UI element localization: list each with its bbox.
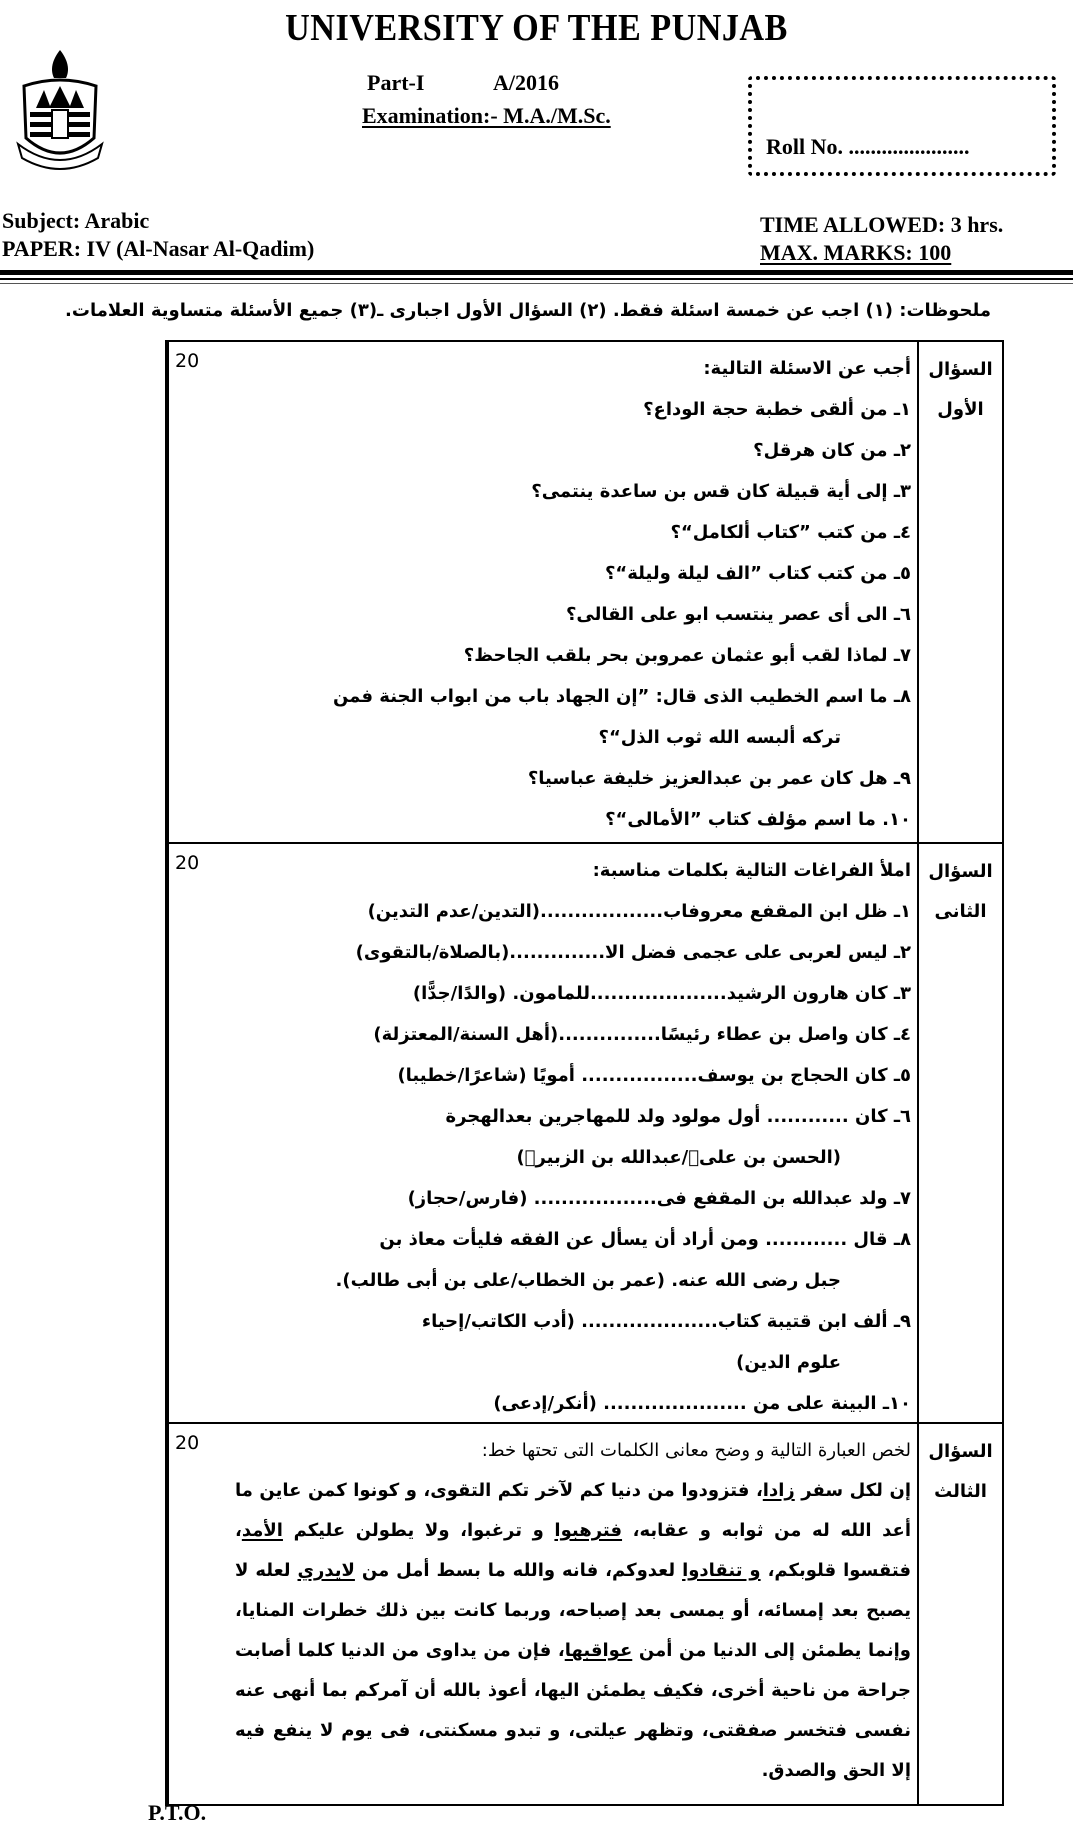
question-content (221, 1424, 917, 1804)
list-item-continuation: تركه ألبسه الله ثوب الذل“؟ (598, 727, 841, 748)
question-label (917, 844, 1002, 1422)
marks-cell: 20 (167, 844, 221, 1422)
list-item-continuation: علوم الدين) (736, 1352, 841, 1373)
marks-cell: 20 (167, 342, 221, 842)
passage-segment: لعدوكم، فانه والله ما بسط أمل من (354, 1560, 683, 1581)
questions-table (165, 340, 1004, 1806)
list-item: ٧ـ لماذا لقب أبو عثمان عمروبن بحر بلقب الجاحظ؟ (463, 645, 911, 666)
list-item: ٥ـ من كتب كتاب ”الف ليلة وليلة“؟ (604, 563, 911, 584)
question-instruction: املأ الفراغات التالية بكلمات مناسبة: (592, 860, 911, 881)
list-item: ٨ـ ما اسم الخطيب الذى قال: ”إن الجهاد باب من ابواب الجنة فمن (332, 686, 911, 707)
time-allowed-label: TIME ALLOWED: 3 hrs. (760, 212, 1004, 237)
underlined-word: لايدري (297, 1560, 355, 1581)
list-item: ١٠. ما اسم مؤلف كتاب ”الأمالى“؟ (605, 809, 911, 830)
list-item: ٨ـ قال ............ ومن أراد أن يسأل عن الفقه فليأت معاذ بن (379, 1229, 911, 1250)
underlined-word: عواقبها (564, 1640, 633, 1661)
list-item: ٩ـ ألف ابن قتيبة كتاب.................... (أدب الكاتب/إحياء (421, 1311, 911, 1332)
roll-number-box[interactable] (748, 76, 1056, 176)
passage-text (235, 1471, 911, 1791)
passage-segment: و ترغبوا، ولا يطولن عليكم (282, 1520, 555, 1541)
please-turn-over: P.T.O. (148, 1800, 207, 1825)
question-row-2 (167, 844, 1002, 1424)
list-item: ٦ـ كان ............ أول مولود ولد للمهاجرين بعدالهجرة (445, 1106, 911, 1127)
question-label-line: السؤال (928, 1441, 993, 1462)
list-item: ٢ـ من كان هرقل؟ (753, 440, 911, 461)
passage-segment: ، فتقسوا قلوبكم، (235, 1520, 911, 1581)
list-item: ٥ـ كان الحجاج بن يوسف................. أمويًا (شاعرًا/خطيبا) (397, 1065, 911, 1086)
underlined-word: و تنقادوا (682, 1560, 761, 1581)
underlined-word: زادا (762, 1480, 795, 1501)
list-item: ١ـ ظل ابن المقفع معروفاب..................(التدين/عدم التدين) (367, 901, 911, 922)
university-logo (14, 46, 106, 176)
max-marks-label: MAX. MARKS: 100 (760, 240, 952, 265)
header-divider-thin (0, 278, 1073, 280)
subject-label: Subject: Arabic (2, 208, 150, 233)
question-label-line: السؤال (928, 359, 993, 380)
question-label-line: السؤال (928, 861, 993, 882)
passage-segment: لعله لا يصبح بعد إمسائه، أو يمسى بعد إصباحه، وربما كانت بين ذلك خطرات المنايا، وإنما يطمئن إلى الدنيا من أمن (235, 1560, 911, 1661)
marks-cell: 20 (167, 1424, 221, 1804)
header-divider-hairline (0, 283, 1073, 284)
session-label: A/2016 (493, 70, 559, 95)
underlined-word: الأمد (241, 1520, 283, 1541)
passage-segment: ، فتزودوا من دنيا كم لآخر تكم التقوى، و كونوا كمن عاين ما أعد الله له من ثوابه و عقابه، (235, 1480, 911, 1541)
list-item: ٣ـ كان هارون الرشيد....................للمامون. (والدًا/جدًّا) (412, 983, 911, 1004)
list-item: ٣ـ إلى أية قبيلة كان قس بن ساعدة ينتمى؟ (531, 481, 911, 502)
question-instruction: أجب عن الاسئلة التالية: (703, 358, 911, 379)
question-label (917, 342, 1002, 842)
examination-label: Examination:- M.A./M.Sc. (362, 103, 611, 128)
part-label: Part-I (367, 70, 425, 95)
question-number-word: الأول (937, 399, 984, 420)
passage-segment: إن لكل سفر (794, 1480, 911, 1501)
list-item: ٧ـ ولد عبدالله بن المقفع فى.................. (فارس/حجاز) (407, 1188, 911, 1209)
university-title: UNIVERSITY OF THE PUNJAB (285, 7, 788, 49)
list-item: ١ـ من ألقى خطبة حجة الوداع؟ (643, 399, 911, 420)
list-item: ٢ـ ليس لعربى على عجمى فضل الا..............(بالصلاة/بالتقوى) (355, 942, 911, 963)
passage-segment: ، فإن من يداوى من الدنيا كلما أصابت جراحة من ناحية أخرى، فكيف يطمئن اليها، أعوذ بالله أن آمركم بما أنهى عنه نفسى فتخسر صفقتى، وتظهر عيلتى، و تبدو مسكنتى، فى يوم لا ينفع فيه إلا الحق والصدق. (235, 1640, 911, 1781)
list-item-continuation: (الحسن بن علىؓ/عبدالله بن الزبيرؓ) (516, 1147, 841, 1168)
question-label (917, 1424, 1002, 1804)
list-item: ١٠ـ البينة على من ..................... (أنكر/إدعى) (493, 1393, 911, 1414)
list-item-continuation: جبل رضى الله عنه. (عمر بن الخطاب/على بن أبى طالب). (335, 1270, 841, 1291)
list-item: ٩ـ هل كان عمر بن عبدالعزيز خليفة عباسيا؟ (527, 768, 911, 789)
paper-label: PAPER: IV (Al-Nasar Al-Qadim) (2, 236, 315, 261)
question-content (221, 342, 917, 842)
list-item: ٦ـ الى أى عصر ينتسب ابو على القالى؟ (565, 604, 911, 625)
question-row-3 (167, 1424, 1002, 1806)
list-item: ٤ـ كان واصل بن عطاء رئيسًا...............(أهل السنة/المعتزلة) (373, 1024, 911, 1045)
instructions-note: ملحوظات: (١) اجب عن خمسة اسئلة فقط. (٢) السؤال الأول اجبارى ـ(٣) جميع الأسئلة متساوية العلامات. (65, 300, 991, 321)
underlined-word: فترهبوا (554, 1520, 623, 1541)
roll-number-label: Roll No. ...................... (766, 134, 970, 159)
question-instruction: لخص العبارة التالية و وضح معانى الكلمات التى تحتها خط: (481, 1440, 911, 1461)
question-row-1 (167, 342, 1002, 844)
question-number-word: الثالث (934, 1481, 987, 1502)
header-divider (0, 270, 1073, 275)
question-content (221, 844, 917, 1422)
list-item: ٤ـ من كتب ”كتاب ألكامل“؟ (670, 522, 911, 543)
question-number-word: الثانى (934, 901, 987, 922)
